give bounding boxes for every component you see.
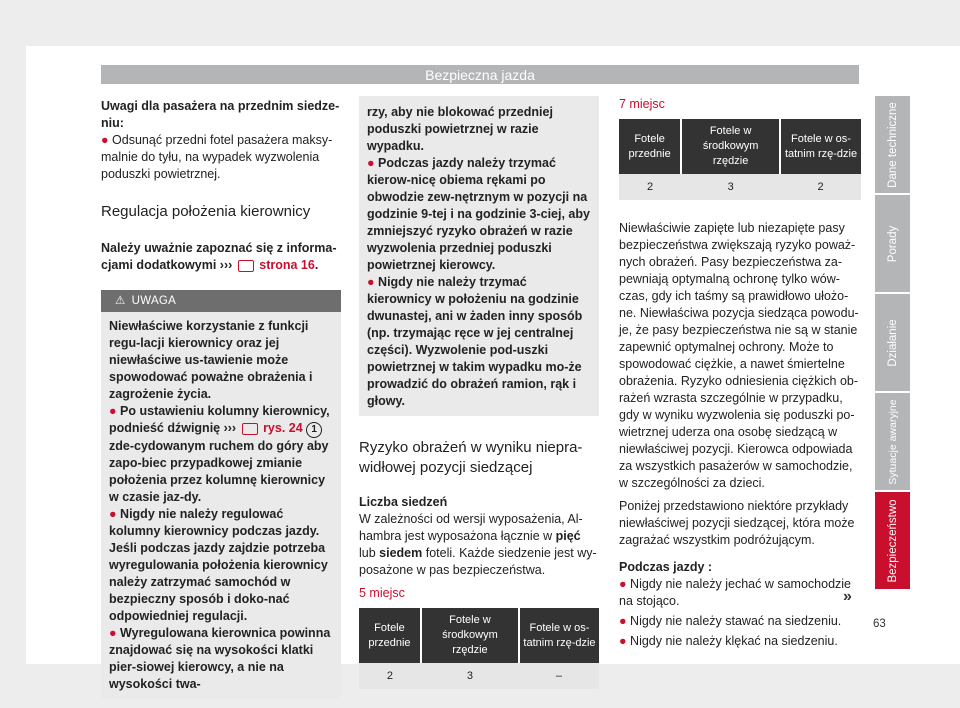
list-item: ● Nigdy nie należy jechać w samochodzie na stojąco. xyxy=(619,577,851,608)
table-label: 7 miejsc xyxy=(619,97,665,111)
chapter-tabs xyxy=(875,96,910,591)
list-item xyxy=(101,132,341,183)
subheading: Liczba siedzeń xyxy=(359,495,448,509)
tab-dzialanie[interactable] xyxy=(875,294,910,391)
list-item: ● Nigdy nie należy klękać na siedzeniu. xyxy=(619,634,838,648)
warning-box-continued xyxy=(359,96,599,416)
table-cell: – xyxy=(519,663,599,689)
paragraph: Poniżej przedstawiono niektóre przykłady niewłaściwej pozycji siedzącej, która może zagrażać wszystkim podróżującym. xyxy=(619,499,855,547)
tab-porady[interactable] xyxy=(875,195,910,292)
list-item: ● Po ustawieniu kolumny kierownicy, podnieść dźwignię ››› rys. 24 1 zde-cydowanym ruchem do góry aby zapo-biec przypadkowej zmianie położenia przez kolumnę kierownicy w czasie jaz-dy. xyxy=(109,404,330,504)
bullet-icon: ● xyxy=(109,404,117,418)
callout-number: 1 xyxy=(306,422,322,438)
list-item: ● Nigdy nie należy regulować kolumny kierownicy podczas jazdy. Jeśli podczas jazdy zajdzie potrzeba wyregulowania położenia kierownicy należy zatrzymać samochód w bezpieczny sposób i doko-nać odpowiedniej regulacji. xyxy=(109,507,328,623)
tab-label: Dane techniczne xyxy=(886,101,899,188)
table-header: Fotele przednie xyxy=(619,119,681,174)
table-header: Fotele przednie xyxy=(359,608,421,663)
bullet-icon: ● xyxy=(619,614,627,628)
tab-label: Sytuacje awaryjne xyxy=(886,398,899,485)
bullet-icon: ● xyxy=(101,133,109,147)
table-cell: 3 xyxy=(421,663,519,689)
tab-label: Porady xyxy=(886,225,899,262)
list-item: ● Podczas jazdy należy trzymać kierow-nicę obiema rękami po obwodzie zew-nętrznym w pozycji na godzinie 9-tej i na godzinie 3-ciej, aby zmniejszyć ryzyko obrażeń w razie wyzwolenia przedniej poduszki powietrznej kierowcy. xyxy=(367,156,590,272)
tab-label: Bezpieczeństwo xyxy=(886,498,899,583)
table-header: Fotele w os-tatnim rzę-dzie xyxy=(780,119,861,174)
subheading: Podczas jazdy : xyxy=(619,560,713,574)
figure-reference-link[interactable]: rys. 24 xyxy=(263,421,303,435)
bullet-icon: ● xyxy=(367,156,375,170)
table-cell: 3 xyxy=(681,174,780,200)
tab-sytuacje-awaryjne[interactable] xyxy=(875,393,910,490)
list-item: ● Nigdy nie należy trzymać kierownicy w położeniu na godzinie dwunastej, ani w żaden inny sposób (np. trzymając ręce w jej centralnej części). Wyzwolenie pod-uszki powietrznej w takim wypadku mo-że prowadzić do obrażeń ramion, rąk i głowy. xyxy=(367,275,583,408)
bullet-icon: ● xyxy=(109,626,117,640)
bullet-icon: ● xyxy=(367,275,375,289)
table-label: 5 miejsc xyxy=(359,586,405,600)
list-item: ● Nigdy nie należy stawać na siedzeniu. xyxy=(619,614,842,628)
warning-box xyxy=(101,290,341,699)
list-item-text: Odsunąć przedni fotel pasażera maksy-malnie do tyłu, na wypadek wyzwolenia poduszki powietrznej. xyxy=(101,133,333,181)
intro-text: Należy uważnie zapoznać się z informa-cjami dodatkowymi ››› strona 16. xyxy=(101,241,337,272)
column-3 xyxy=(619,96,861,650)
page-number: 63 xyxy=(873,618,886,630)
tab-bezpieczenstwo[interactable] xyxy=(875,492,910,589)
continue-icon: » xyxy=(843,588,852,605)
table-cell: 2 xyxy=(359,663,421,689)
warning-icon: ⚠ xyxy=(115,295,126,307)
bullet-icon: ● xyxy=(619,577,627,591)
warning-text: Niewłaściwe korzystanie z funkcji regu-lacji kierownicy oraz jej niewłaściwe us-tawienie może spowodować poważne obrażenia i zagrożenie życia. xyxy=(109,319,313,401)
tab-label: Działanie xyxy=(886,318,899,367)
book-icon xyxy=(238,260,254,272)
book-icon xyxy=(242,423,258,435)
table-cell: 2 xyxy=(780,174,861,200)
list-item: ● Wyregulowana kierownica powinna znajdować się na wysokości klatki pier-siowej kierowcy, a nie na wysokości twa- xyxy=(109,626,331,691)
passenger-heading: Uwagi dla pasażera na przednim siedze-niu: xyxy=(101,99,340,130)
page-reference-link[interactable]: strona 16 xyxy=(259,258,315,272)
seats-table-5 xyxy=(359,608,599,689)
paragraph: Niewłaściwie zapięte lub niezapięte pasy bezpieczeństwa zwiększają ryzyko poważ-nych obrażeń. Pasy bezpieczeństwa za-pewniają optymalną ochronę tylko wów-czas, gdy ich taśmy są prawidłowo ułożo-ne. Niewłaściwa pozycja siedząca powodu-je, że pasy bezpieczeństwa nie są w stanie zapewnić optymalnej ochrony. Może to spowodować ciężkie, a nawet śmiertelne obrażenia. Ryzyko odniesienia ciężkich ob-rażeń wzrasta szczególnie w przypadku, gdy w wyniku wyzwolenia się poduszki po-wietrznej uderza ona osobę siedzącą w niewłaściwej pozycji. Kierowca odpowiada za wszystkich pasażerów w samochodzie, w szczególności za dzieci. xyxy=(619,221,859,490)
table-header: Fotele w środkowym rzędzie xyxy=(681,119,780,174)
table-header: Fotele w środkowym rzędzie xyxy=(421,608,519,663)
section-title: Ryzyko obrażeń w wyniku niepra-widłowej pozycji siedzącej xyxy=(359,439,583,476)
table-header: Fotele w os-tatnim rzę-dzie xyxy=(519,608,599,663)
table-cell: 2 xyxy=(619,174,681,200)
seats-table-7 xyxy=(619,119,861,200)
tab-dane-techniczne[interactable] xyxy=(875,96,910,193)
section-title: Regulacja położenia kierownicy xyxy=(101,203,311,220)
seat-count-text: W zależności od wersji wyposażenia, Al-hambra jest wyposażona łącznie w pięć lub siedem foteli. Każde siedzenie jest wy-posażone w pas bezpieczeństwa. xyxy=(359,512,597,577)
column-2 xyxy=(359,96,599,689)
warning-text: rzy, aby nie blokować przedniej poduszki powietrznej w razie wypadku. xyxy=(367,105,553,153)
warning-header xyxy=(101,290,341,312)
page-header: Bezpieczna jazda xyxy=(101,65,859,84)
bullet-icon: ● xyxy=(619,634,627,648)
bullet-icon: ● xyxy=(109,507,117,521)
warning-title: UWAGA xyxy=(131,295,177,307)
column-1 xyxy=(101,98,341,699)
